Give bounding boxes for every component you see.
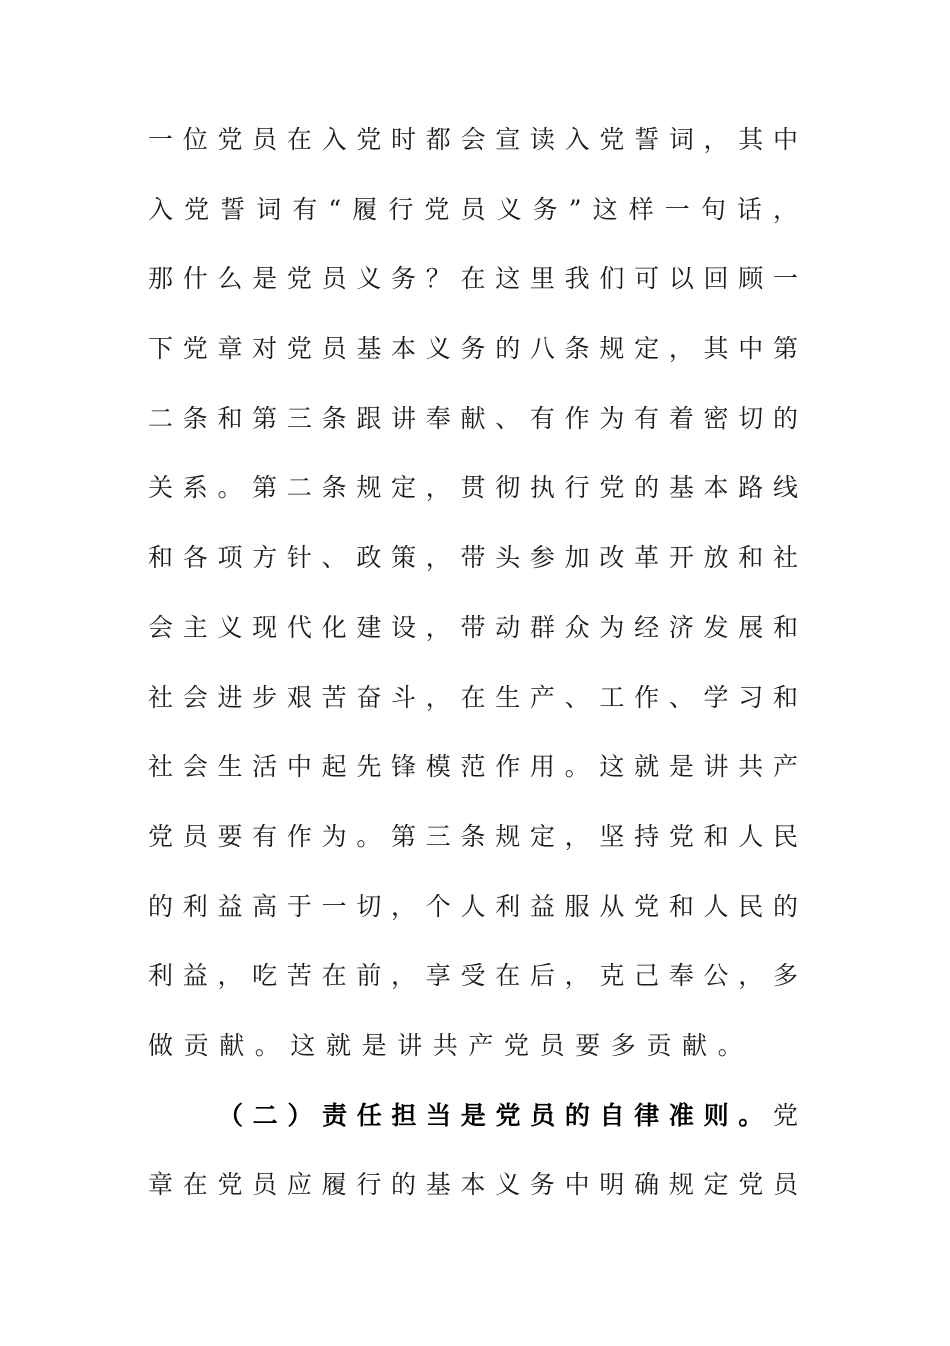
section-heading-tail: 党	[772, 1100, 798, 1130]
text-line-3: 那什么是党员义务？在这里我们可以回顾一	[148, 264, 798, 294]
text-line-2: 入党誓词有“履行党员义务”这样一句话，	[148, 194, 798, 224]
text-line-13: 利益，吃苦在前，享受在后，克己奉公，多	[148, 961, 798, 991]
text-line-8: 会主义现代化建设，带动群众为经济发展和	[148, 612, 798, 642]
text-line-4: 下党章对党员基本义务的八条规定，其中第	[148, 334, 798, 364]
text-line-10: 社会生活中起先锋模范作用。这就是讲共产	[148, 752, 798, 782]
text-line-11: 党员要有作为。第三条规定，坚持党和人民	[148, 821, 798, 851]
text-line-6: 关系。第二条规定，贯彻执行党的基本路线	[148, 473, 798, 503]
text-line-1: 一位党员在入党时都会宣读入党誓词，其中	[148, 125, 798, 154]
text-line-5: 二条和第三条跟讲奉献、有作为有着密切的	[148, 403, 798, 433]
text-line-7: 和各项方针、政策，带头参加改革开放和社	[148, 543, 798, 573]
section-heading: （二）责任担当是党员的自律准则。	[218, 1100, 773, 1130]
section-continuation-line: 章在党员应履行的基本义务中明确规定党员	[148, 1170, 798, 1200]
text-line-9: 社会进步艰苦奋斗，在生产、工作、学习和	[148, 682, 798, 712]
text-line-12: 的利益高于一切，个人利益服从党和人民的	[148, 891, 798, 921]
body-text	[148, 105, 798, 1220]
section-heading-line	[148, 1081, 798, 1151]
paragraph-last-line: 做贡献。这就是讲共产党员要多贡献。	[148, 1030, 754, 1060]
